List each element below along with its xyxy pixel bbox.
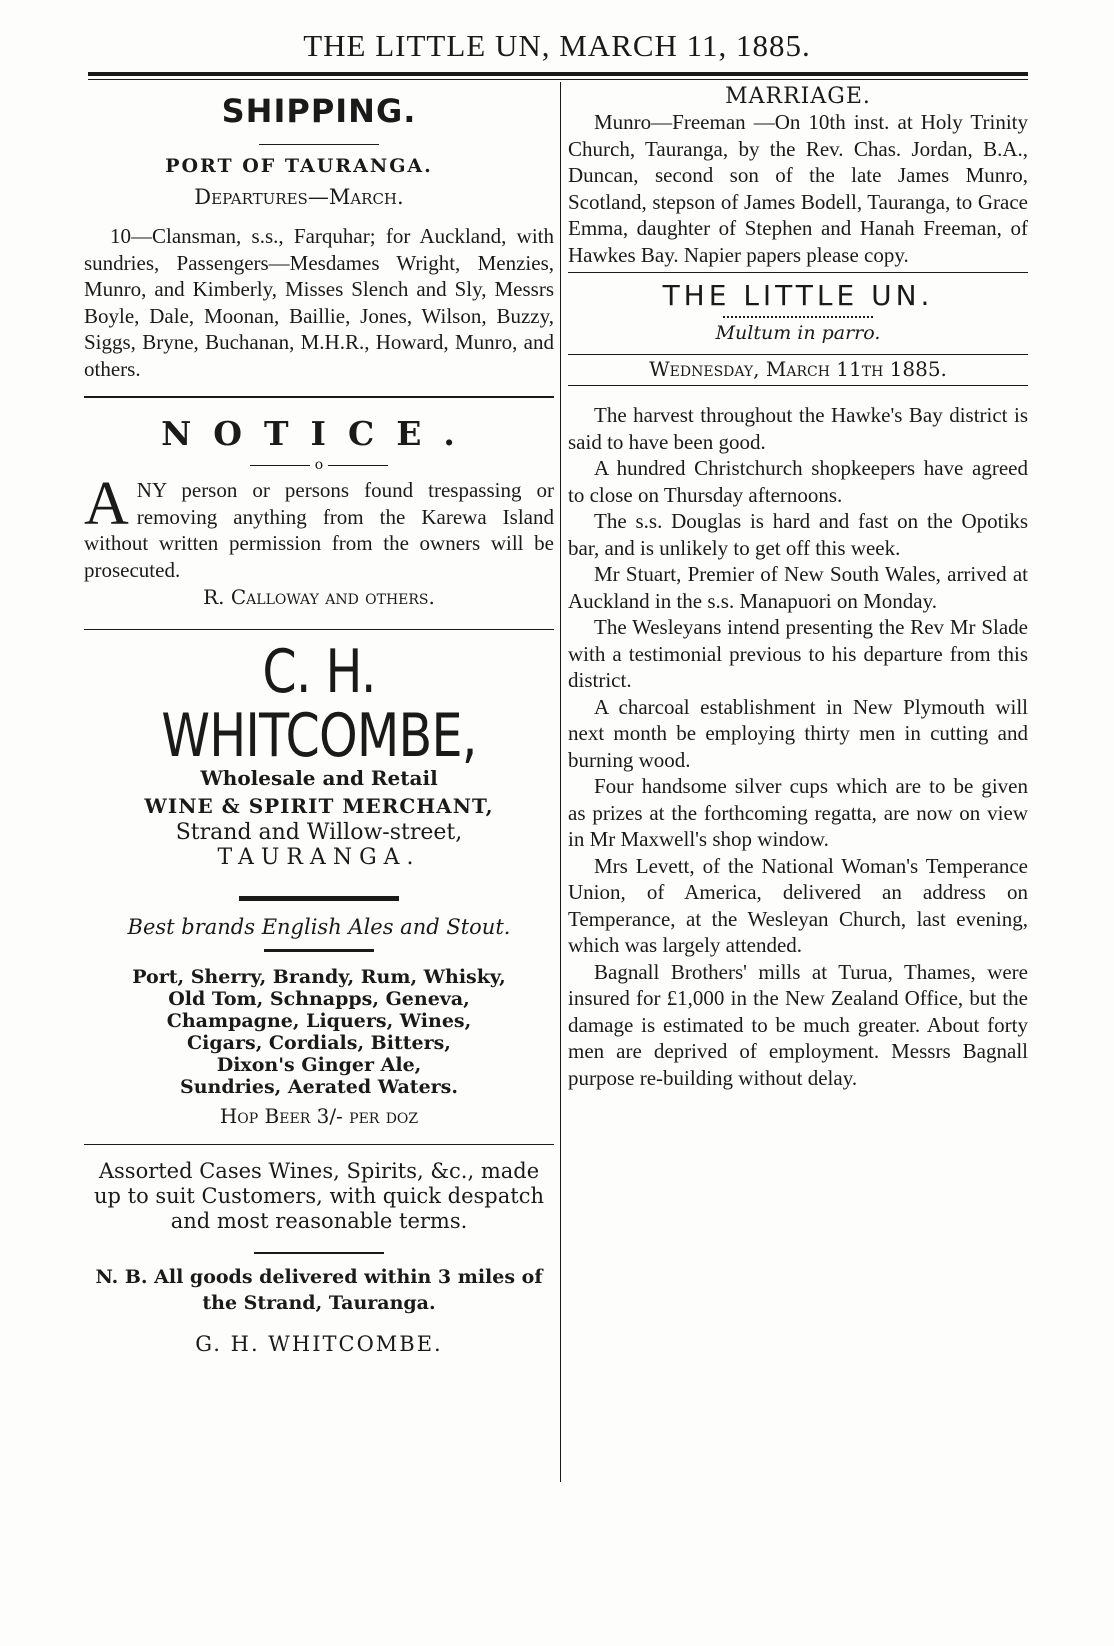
notice-body <box>84 470 554 583</box>
paper-dateline: Wednesday, March 11th 1885. <box>649 357 947 381</box>
left-column <box>84 88 554 1356</box>
news-item: The harvest throughout the Hawke's Bay district is said to have been good. <box>568 403 1028 454</box>
notice-divider-mark: o <box>314 457 324 473</box>
news-item: Mrs Levett, of the National Woman's Temperance Union, of America, delivered an address on Temperance, at the Wesleyan Church, last evening, which was largely attended. <box>568 853 1028 957</box>
news-item: A charcoal establishment in New Plymouth will next month be employing thirty men in cutting and burning wood. <box>568 694 1028 772</box>
advert-name: C. H. WHITCOMBE, <box>161 637 477 771</box>
advert-brands: Best brands English Ales and Stout. <box>127 915 511 939</box>
news-item: The s.s. Douglas is hard and fast on the Opotiks bar, and is unlikely to get off this week. <box>568 509 1028 560</box>
goods-line: Champagne, Liquers, Wines, <box>166 1010 472 1032</box>
notice-text: NY person or persons found trespassing or removing anything from the Karewa Island without written permission from the owners will be prosecuted. <box>84 478 554 582</box>
notice-top-rule <box>84 396 554 398</box>
news-items <box>568 402 1028 1091</box>
shipping-heading: SHIPPING. <box>221 92 417 130</box>
paper-name: THE LITTLE UN. <box>662 279 934 312</box>
news-item: Mr Stuart, Premier of New South Wales, arrived at Auckland in the s.s. Manapuori on Monday. <box>568 562 1028 613</box>
goods-line: Port, Sherry, Brandy, Rum, Whisky, <box>132 966 506 988</box>
shipping-entry: 10—Clansman, s.s., Farquhar; for Auckland, with sundries, Passengers—Mesdames Wright, Menzies, Munro, and Kimberly, Misses Slench and Sly, Messrs Boyle, Dale, Moonan, Baillie, Jones, Wilson, Buzzy, Siggs, Bryne, Buchanan, M.H.R., Howard, Munro, and others. <box>84 224 554 381</box>
goods-line: Cigars, Cordials, Bitters, <box>187 1032 451 1054</box>
advert-line1: Wholesale and Retail <box>200 766 438 790</box>
advert-hop-beer: Hop Beer 3/- per doz <box>219 1104 419 1128</box>
advert-town: TAURANGA. <box>217 845 421 870</box>
news-item: Four handsome silver cups which are to be given as prizes at the forthcoming regatta, are now on view in Mr Maxwell's shop window. <box>568 774 1028 851</box>
paper-motto: Multum in parro. <box>715 322 881 344</box>
notice-heading: NOTICE. <box>161 414 477 453</box>
notice-signature: R. Calloway and others. <box>203 585 435 609</box>
departures-heading: Departures—March. <box>194 185 404 209</box>
paper-name-rule <box>723 314 873 318</box>
dateline-rule-top <box>568 354 1028 355</box>
port-heading: PORT OF TAURANGA. <box>165 155 433 177</box>
shipping-rule <box>259 144 379 145</box>
marriage-body: Munro—Freeman —On 10th inst. at Holy Trinity Church, Tauranga, by the Rev. Chas. Jordan, B.A., Duncan, second son of the late James Munro, Scotland, stepson of James Bodell, Tauranga, to Grace Emma, daughter of Stephen and Hanah Freeman, of Hawkes Bay. Napier papers please copy. <box>568 110 1028 267</box>
advert-nb: N. B. All goods delivered within 3 miles of the Strand, Tauranga. <box>95 1266 543 1314</box>
dateline-rule-bottom <box>568 385 1028 386</box>
advert-cases: Assorted Cases Wines, Spirits, &c., made up to suit Customers, with quick despatch and most reasonable terms. <box>93 1159 544 1233</box>
news-item: Bagnall Brothers' mills at Turua, Thames, were insured for £1,000 in the New Zealand Office, but the damage is estimated to be much greater. About forty men are deprived of employment. Messrs Bagnall purpose re-building without delay. <box>568 959 1028 1090</box>
advert-goods <box>84 966 554 1098</box>
advert-rule-2 <box>264 949 374 952</box>
advert-rule-3 <box>84 1144 554 1145</box>
goods-line: Sundries, Aerated Waters. <box>180 1076 458 1098</box>
masthead: THE LITTLE UN, MARCH 11, 1885. <box>303 28 811 63</box>
goods-line: Dixon's Ginger Ale, <box>216 1054 422 1076</box>
news-item: A hundred Christchurch shopkeepers have agreed to close on Thursday afternoons. <box>568 456 1028 507</box>
advert-address: Strand and Willow-street, <box>175 820 463 845</box>
advert-rule-1 <box>239 896 399 901</box>
goods-line: Old Tom, Schnapps, Geneva, <box>168 988 470 1010</box>
masthead-rule-thin <box>88 79 1028 80</box>
news-item: The Wesleyans intend presenting the Rev Mr Slade with a testimonial previous to his departure from this district. <box>568 615 1028 692</box>
notice-dropcap: A <box>84 470 129 538</box>
advert-signoff: G. H. WHITCOMBE. <box>195 1332 443 1356</box>
advert-line2: WINE & SPIRIT MERCHANT, <box>144 794 494 818</box>
advert-rule-4 <box>254 1252 384 1254</box>
marriage-heading: MARRIAGE. <box>725 84 871 109</box>
right-column <box>568 84 1028 1091</box>
advert-top-rule <box>84 629 554 630</box>
notice-divider <box>84 457 554 473</box>
masthead-rule <box>88 72 1028 76</box>
column-divider <box>560 82 561 1482</box>
marriage-rule <box>568 272 1028 273</box>
